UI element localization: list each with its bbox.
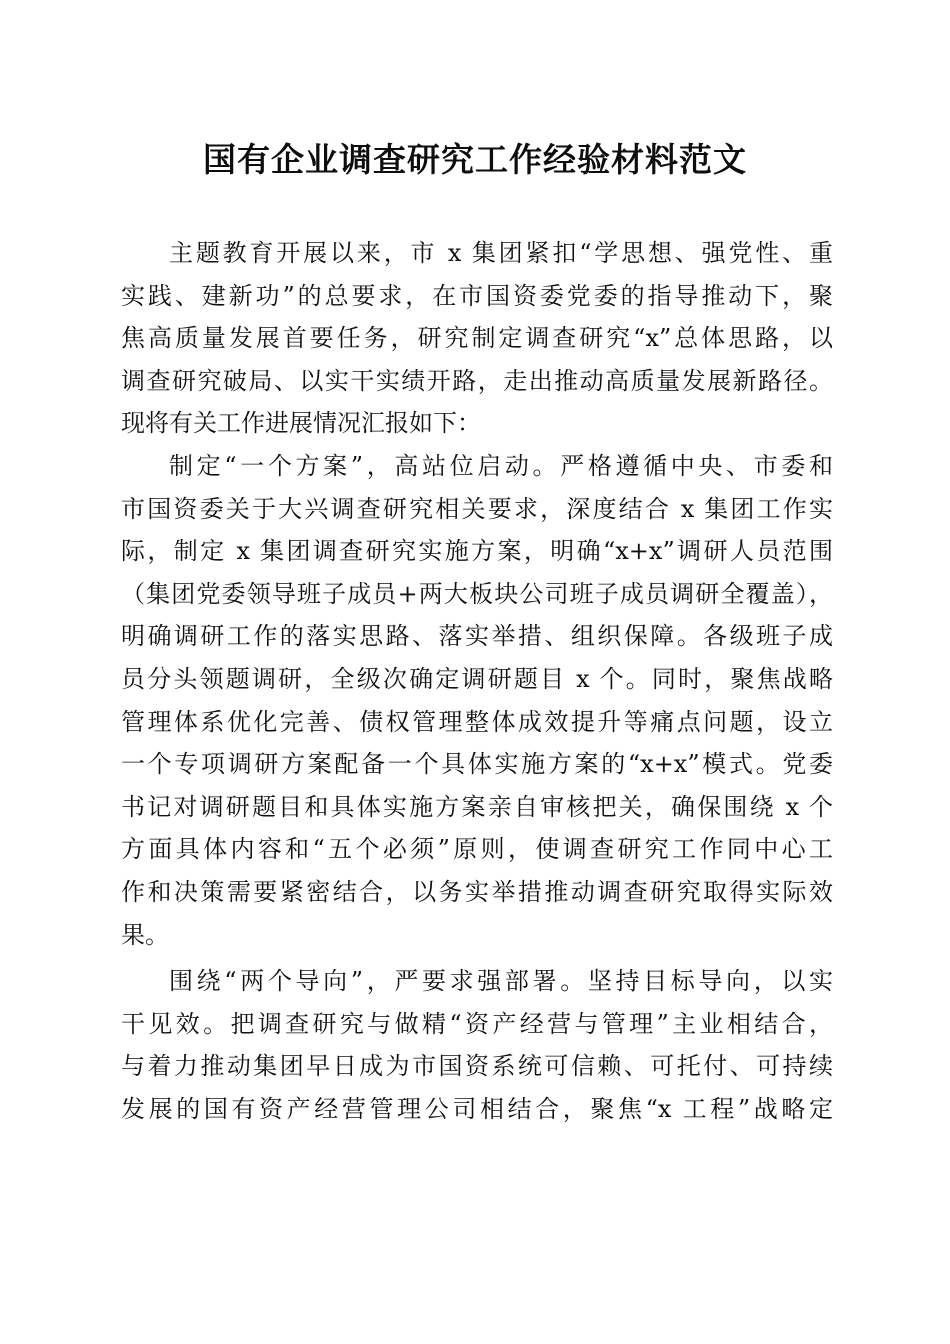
document-title: 国有企业调查研究工作经验材料范文: [203, 140, 747, 179]
text-line: 焦高质量发展首要任务，研究制定调查研究“x”总体思路，以: [121, 324, 833, 353]
text-line: （集团党委领导班子成员+两大板块公司班子成员调研全覆盖），: [121, 579, 833, 608]
text-line: 员分头领题调研，全级次确定调研题目 x 个。同时，聚焦战略: [121, 664, 833, 693]
text-line: 现将有关工作进展情况汇报如下：: [121, 409, 481, 438]
document-body: [121, 232, 833, 1130]
text-line: 果。: [121, 920, 169, 949]
text-line: 管理体系优化完善、债权管理整体成效提升等痛点问题，设立: [121, 707, 833, 736]
text-line: 方面具体内容和“五个必须”原则，使调查研究工作同中心工: [121, 835, 833, 864]
text-line: 市国资委关于大兴调查研究相关要求，深度结合 x 集团工作实: [121, 494, 833, 523]
text-line: 一个专项调研方案配备一个具体实施方案的“x+x”模式。党委: [121, 750, 833, 779]
text-line: 书记对调研题目和具体实施方案亲自审核把关，确保围绕 x 个: [121, 792, 833, 821]
text-line: 明确调研工作的落实思路、落实举措、组织保障。各级班子成: [121, 622, 833, 651]
text-line: 作和决策需要紧密结合，以务实举措推动调查研究取得实际效: [121, 877, 833, 906]
text-line: 与着力推动集团早日成为市国资系统可信赖、可托付、可持续: [121, 1052, 833, 1081]
text-line: 主题教育开展以来，市 x 集团紧扣“学思想、强党性、重: [169, 239, 833, 267]
text-line: 制定“一个方案”，高站位启动。严格遵循中央、市委和: [169, 451, 833, 480]
text-line: 际，制定 x 集团调查研究实施方案，明确“x+x”调研人员范围: [121, 537, 833, 566]
text-line: 围绕“两个导向”，严要求强部署。坚持目标导向，以实: [169, 967, 833, 996]
text-line: 干见效。把调查研究与做精“资产经营与管理”主业相结合，: [121, 1009, 833, 1038]
text-line: 调查研究破局、以实干实绩开路，走出推动高质量发展新路径。: [121, 366, 833, 395]
text-line: 发展的国有资产经营管理公司相结合，聚焦“x 工程”战略定: [121, 1094, 833, 1123]
text-line: 实践、建新功”的总要求，在市国资委党委的指导推动下，聚: [121, 281, 833, 310]
